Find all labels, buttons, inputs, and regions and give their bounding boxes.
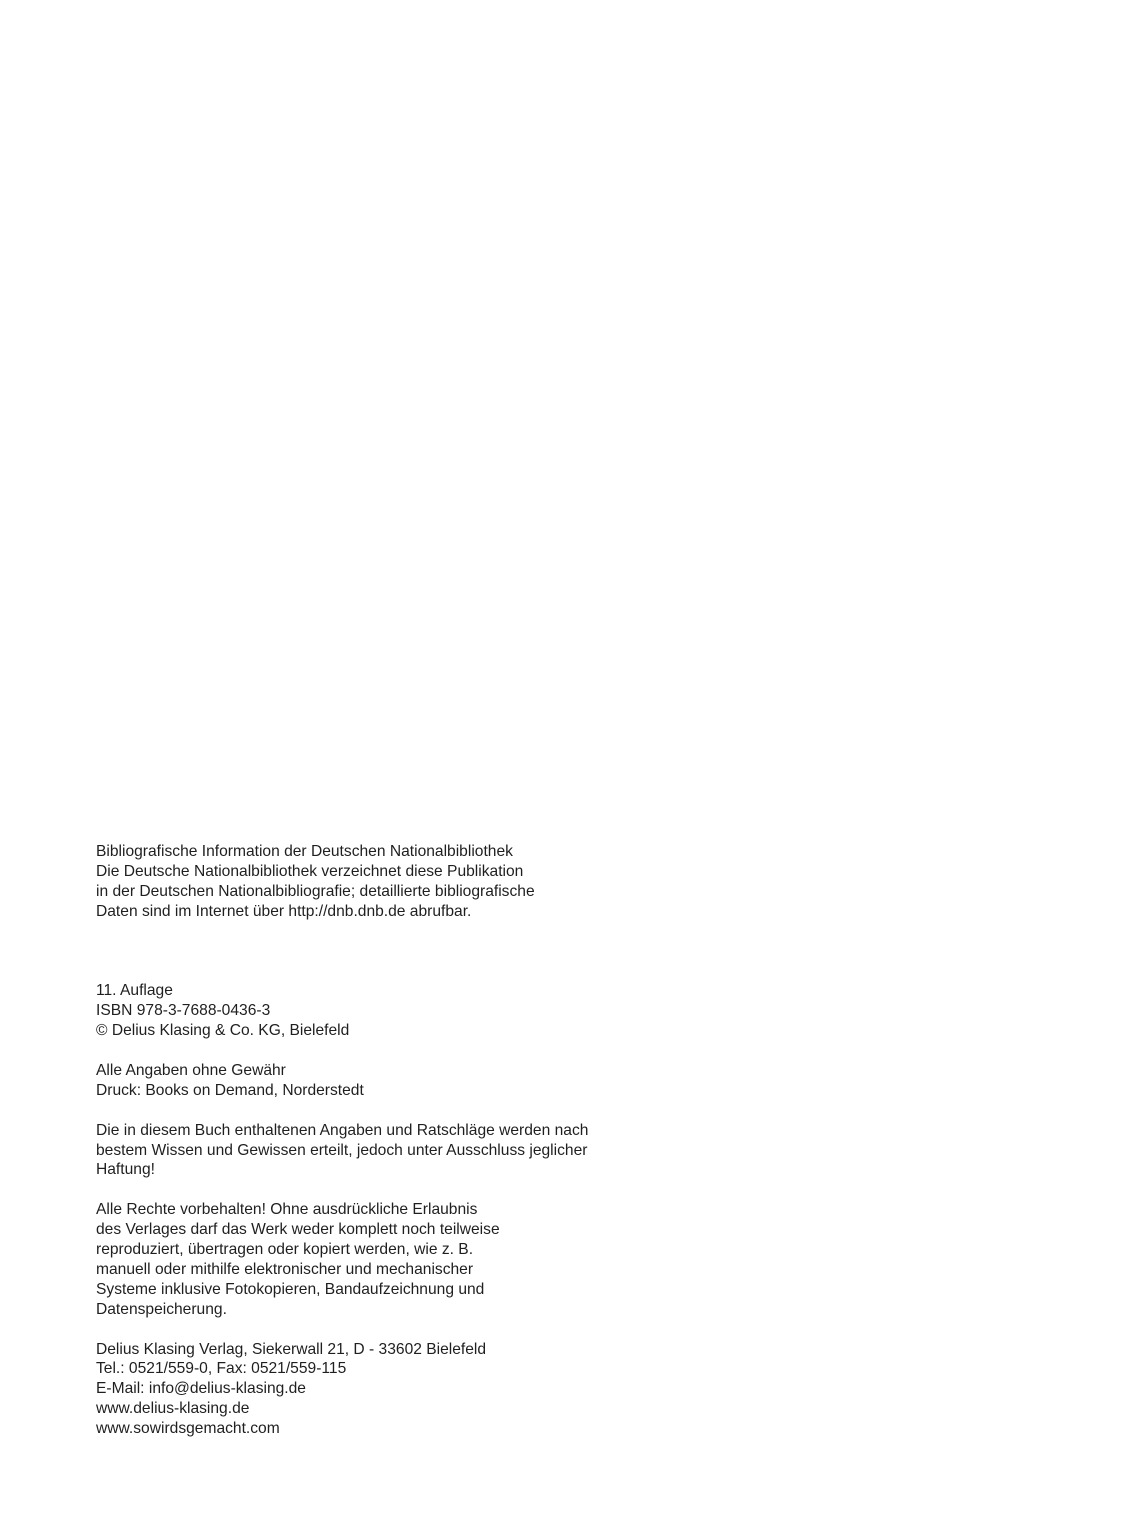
rights-line: des Verlages darf das Werk weder komplett noch teilweise bbox=[96, 1221, 500, 1239]
spacer bbox=[96, 922, 656, 982]
isbn: ISBN 978-3-7688-0436-3 bbox=[96, 1002, 271, 1020]
spacer bbox=[96, 1101, 656, 1121]
bibliographic-heading: Bibliografische Information der Deutschen Nationalbibliothek bbox=[96, 843, 513, 860]
printer: Druck: Books on Demand, Norderstedt bbox=[96, 1081, 364, 1099]
disclaimer-line: Haftung! bbox=[96, 1161, 155, 1179]
bibliographic-line: Daten sind im Internet über http://dnb.dnb.de abrufbar. bbox=[96, 902, 472, 920]
no-guarantee-note: Alle Angaben ohne Gewähr bbox=[96, 1061, 286, 1079]
publisher-phone-fax: Tel.: 0521/559-0, Fax: 0521/559-115 bbox=[96, 1360, 347, 1378]
rights-line: manuell oder mithilfe elektronischer und mechanischer bbox=[96, 1260, 474, 1278]
bibliographic-info bbox=[96, 842, 656, 922]
publisher-website-secondary: www.sowirdsgemacht.com bbox=[96, 1420, 280, 1438]
publisher-contact bbox=[96, 1340, 656, 1440]
copyright: © Delius Klasing & Co. KG, Bielefeld bbox=[96, 1022, 350, 1040]
imprint-block bbox=[96, 842, 656, 1439]
edition-info bbox=[96, 981, 656, 1041]
spacer bbox=[96, 1320, 656, 1340]
spacer bbox=[96, 1180, 656, 1200]
publisher-website: www.delius-klasing.de bbox=[96, 1400, 250, 1418]
disclaimer-line: bestem Wissen und Gewissen erteilt, jedoch unter Ausschluss jeglicher bbox=[96, 1141, 588, 1159]
disclaimer bbox=[96, 1121, 656, 1181]
spacer bbox=[96, 1041, 656, 1061]
edition-number: 11. Auflage bbox=[96, 982, 173, 1000]
rights-line: reproduziert, übertragen oder kopiert werden, wie z. B. bbox=[96, 1241, 474, 1259]
rights-line: Datenspeicherung. bbox=[96, 1300, 227, 1318]
printing-info bbox=[96, 1061, 656, 1101]
publisher-address: Delius Klasing Verlag, Siekerwall 21, D - 33602 Bielefeld bbox=[96, 1340, 487, 1358]
publisher-email: E-Mail: info@delius-klasing.de bbox=[96, 1380, 306, 1398]
rights-line: Systeme inklusive Fotokopieren, Bandaufzeichnung und bbox=[96, 1280, 485, 1298]
bibliographic-line: in der Deutschen Nationalbibliografie; detaillierte bibliografische bbox=[96, 882, 535, 900]
rights-notice bbox=[96, 1200, 656, 1319]
rights-line: Alle Rechte vorbehalten! Ohne ausdrückliche Erlaubnis bbox=[96, 1201, 478, 1219]
bibliographic-line: Die Deutsche Nationalbibliothek verzeichnet diese Publikation bbox=[96, 862, 524, 880]
disclaimer-line: Die in diesem Buch enthaltenen Angaben und Ratschläge werden nach bbox=[96, 1121, 589, 1139]
